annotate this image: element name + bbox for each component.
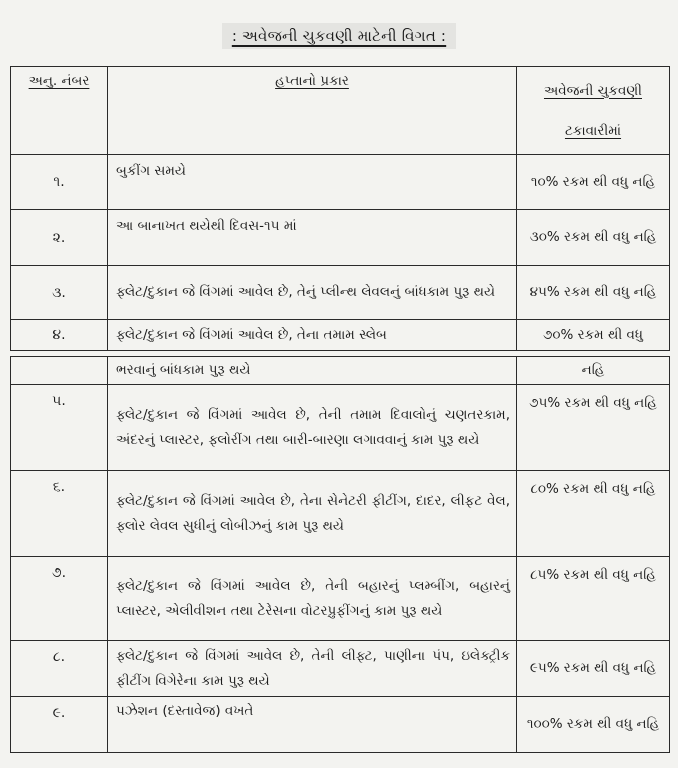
row-percentage: ૯૫% રકમ થી વધુ નહિ (517, 641, 670, 697)
header-serial: અનુ. નંબર (11, 67, 108, 155)
row-number: ૪. (11, 320, 108, 351)
table-header-row (11, 67, 670, 155)
row-description: આ બાનાખત થયેથી દિવસ-૧૫ માં (108, 210, 517, 266)
row-number: ૫. (11, 385, 108, 471)
table-row (11, 266, 670, 320)
row-description: ફ્લેટ/દુકાન જે વિંગમાં આવેલ છે, તેની લીફ્ટ, પાણીના પંપ, ઇલેક્ટ્રીક ફીટીંગ વિગેરેના કામ પુરૂ થયે (108, 641, 517, 697)
table-row (11, 155, 670, 210)
table-row (11, 320, 670, 351)
table-row (11, 210, 670, 266)
row-number: ૭. (11, 557, 108, 641)
table-row (11, 357, 670, 385)
row-description: ફ્લેટ/દુકાન જે વિંગમાં આવેલ છે, તેના તમામ સ્લેબ (108, 320, 517, 351)
row-percentage: નહિ (517, 357, 670, 385)
row-percentage: ૮૫% રકમ થી વધુ નહિ (517, 557, 670, 641)
row-number: ૧. (11, 155, 108, 210)
table-row (11, 557, 670, 641)
row-number: ૬. (11, 471, 108, 557)
table-row (11, 385, 670, 471)
row-percentage: ૭૫% રકમ થી વધુ નહિ (517, 385, 670, 471)
header-installment-type: હપ્તાનો પ્રકાર (108, 67, 517, 155)
row-percentage: ૧૦% રકમ થી વધુ નહિ (517, 155, 670, 210)
row-number (11, 357, 108, 385)
row-percentage: ૪૫% રકમ થી વધુ નહિ (517, 266, 670, 320)
row-description: પઝેશન (દસ્તાવેજ) વખતે (108, 697, 517, 753)
row-description: ફ્લેટ/દુકાન જે વિંગમાં આવેલ છે, તેનું પ્લીન્થ લેવલનું બાંધકામ પુરૂ થયે (108, 266, 517, 320)
row-percentage: ૮૦% રકમ થી વધુ નહિ (517, 471, 670, 557)
row-description: ભરવાનું બાંધકામ પુરૂ થયે (108, 357, 517, 385)
header-percentage: અવેજની ચુકવણી ટકાવારીમાં (517, 67, 670, 155)
table-row (11, 697, 670, 753)
row-number: ૨. (11, 210, 108, 266)
row-percentage: ૭૦% રકમ થી વધુ (517, 320, 670, 351)
row-description: ફ્લેટ/દુકાન જે વિંગમાં આવેલ છે, તેની તમામ દિવાલોનું ચણતરકામ, અંદરનું પ્લાસ્ટર, ફ્લોરીંગ તથા બારી-બારણા લગાવવાનું કામ પુરૂ થયે (108, 385, 517, 471)
row-percentage: ૩૦% રકમ થી વધુ નહિ (517, 210, 670, 266)
row-description: ફ્લેટ/દુકાન જે વિંગમાં આવેલ છે, તેના સેનેટરી ફીટીંગ, દાદર, લીફટ વેલ, ફ્લોર લેવલ સુધીનું લોબીઝનું કામ પુરૂ થયે (108, 471, 517, 557)
row-description: બુકીંગ સમયે (108, 155, 517, 210)
row-number: ૩. (11, 266, 108, 320)
table-row (11, 471, 670, 557)
table-row (11, 641, 670, 697)
row-number: ૯. (11, 697, 108, 753)
payment-table-upper (10, 66, 670, 351)
row-percentage: ૧૦૦% રકમ થી વધુ નહિ (517, 697, 670, 753)
row-number: ૮. (11, 641, 108, 697)
page-title: : અવેજની ચુકવણી માટેની વિગત : (222, 23, 456, 49)
page-title-wrap (0, 23, 678, 49)
payment-table-lower (10, 356, 670, 753)
row-description: ફ્લેટ/દુકાન જે વિંગમાં આવેલ છે, તેની બહારનું પ્લમ્બીંગ, બહારનું પ્લાસ્ટર, એલીવીશન તથા ટેરેસના વોટરપ્રુફીંગનું કામ પુરૂ થયે (108, 557, 517, 641)
